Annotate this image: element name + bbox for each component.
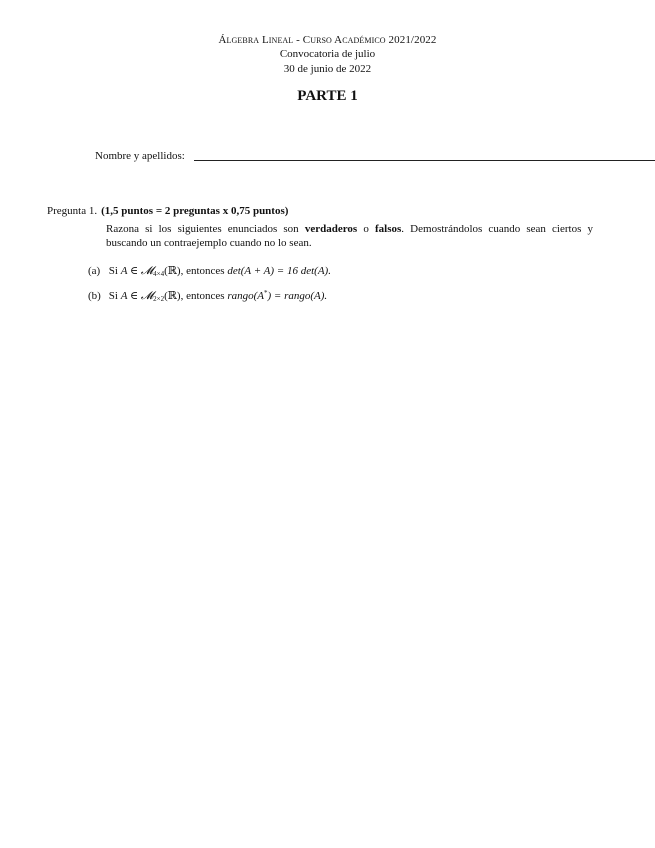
item-expression-a: rango(A xyxy=(227,290,264,302)
item-matrix-set: A ∈ 𝓜 xyxy=(120,290,154,302)
name-underline xyxy=(194,160,655,161)
statement-bold-false: falsos xyxy=(375,223,402,235)
question-header xyxy=(47,205,288,217)
question-label: Pregunta 1. xyxy=(47,205,98,217)
item-matrix-size: 2×2 xyxy=(153,295,165,303)
item-field: (ℝ) xyxy=(164,265,181,277)
question-statement xyxy=(106,222,593,250)
statement-bold-true: verdaderos xyxy=(304,223,358,235)
item-label: (b) xyxy=(88,290,101,302)
item-matrix-size: 4×4 xyxy=(153,270,165,278)
question-item-b xyxy=(88,289,327,303)
course-title: Álgebra Lineal - Curso Académico 2021/2022 xyxy=(218,34,437,46)
item-expression: det(A + A) = 16 det(A). xyxy=(227,265,331,277)
part-heading: PARTE 1 xyxy=(297,88,358,104)
question-item-a xyxy=(88,264,331,278)
exam-session: Convocatoria de julio xyxy=(279,48,376,60)
item-si: Si xyxy=(108,265,118,277)
item-conjugate-star: * xyxy=(264,289,268,297)
item-then: , entonces xyxy=(180,265,225,277)
item-field: (ℝ) xyxy=(164,290,181,302)
exam-date: 30 de junio de 2022 xyxy=(283,63,372,75)
question-points: (1,5 puntos = 2 preguntas x 0,75 puntos) xyxy=(101,205,289,217)
statement-text-1: Razona si los siguientes enunciados son xyxy=(106,223,305,235)
name-field xyxy=(95,150,595,164)
statement-text-2: o xyxy=(357,223,375,235)
item-si: Si xyxy=(108,290,118,302)
item-expression-b: ) = rango(A). xyxy=(267,290,328,302)
name-label: Nombre y apellidos: xyxy=(95,150,185,162)
item-matrix-set: A ∈ 𝓜 xyxy=(120,265,154,277)
item-then: , entonces xyxy=(180,290,225,302)
statement-text-3: . Demostrándolos cuando sean ciertos y buscando un contraejemplo cuando no lo sean. xyxy=(106,223,594,249)
item-label: (a) xyxy=(88,265,101,277)
